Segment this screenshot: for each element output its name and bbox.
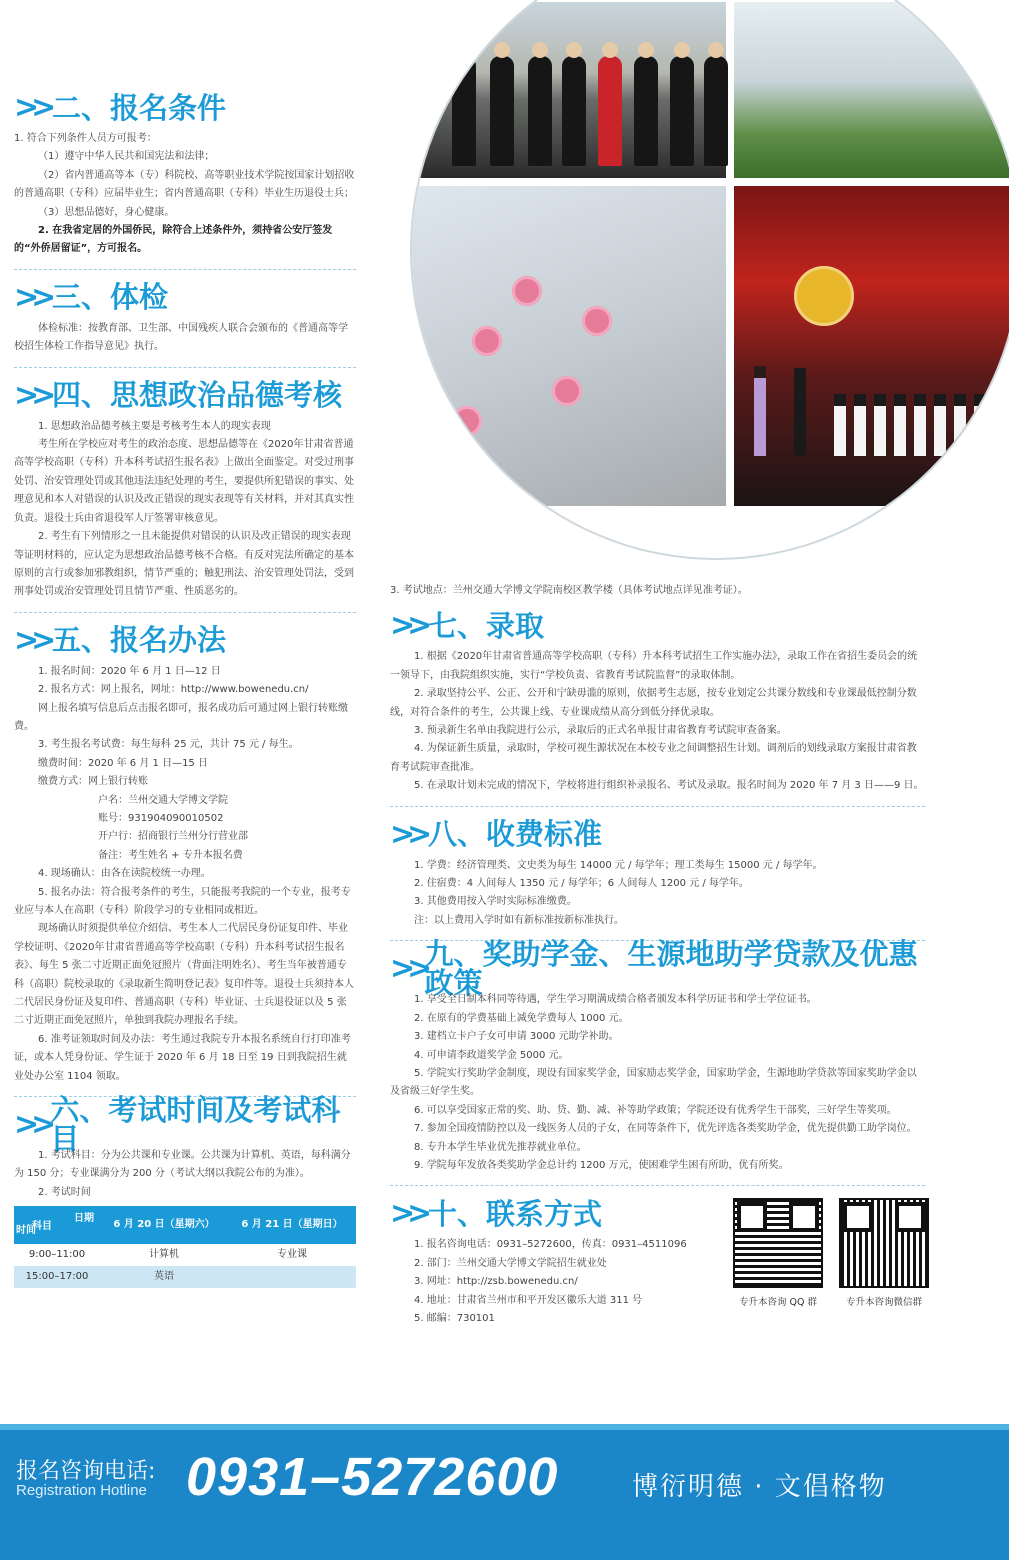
paragraph: 1. 考试科目：分为公共课和专业课。公共课为计算机、英语，每科满分为 150 分；专业课满分为 200 分（考试大纲以我院公布的为准）。 bbox=[14, 1150, 351, 1180]
section-heading: 三、体检 bbox=[52, 280, 169, 315]
paragraph: 4. 现场确认：由各在读院校统一办理。 bbox=[38, 868, 211, 880]
paragraph: 3. 考生报名考试费：每生每科 25 元，共计 75 元 / 每生。 bbox=[38, 739, 299, 751]
double-chevron-right-icon: >> bbox=[390, 951, 425, 987]
paragraph: 2. 在原有的学费基础上减免学费每人 1000 元。 bbox=[414, 1012, 629, 1024]
paragraph: 1. 报名时间：2020 年 6 月 1 日—12 日 bbox=[38, 665, 221, 677]
section-body bbox=[14, 318, 356, 363]
graduate-figure bbox=[598, 56, 622, 166]
wechat-qr-caption: 专升本咨询微信群 bbox=[845, 1297, 922, 1309]
exam-location-text: 3. 考试地点：兰州交通大学博文学院南校区教学楼（具体考试地点详见准考证）。 bbox=[390, 585, 748, 596]
graduate-figure bbox=[634, 56, 658, 166]
contact-section bbox=[390, 1194, 925, 1334]
table-cell: 计算机 bbox=[149, 1249, 179, 1261]
paragraph: （1）遵守中华人民共和国宪法和法律； bbox=[38, 151, 215, 163]
hotline-number: 0931–5272600 bbox=[186, 1447, 559, 1507]
footer-banner bbox=[0, 1424, 1009, 1560]
section bbox=[14, 1093, 356, 1294]
double-chevron-right-icon: >> bbox=[14, 279, 49, 315]
paragraph: 4. 为保证新生质量，录取时，学校可视生源状况在本校专业之间调整招生计划。调剂后的划线录取方案报甘肃省教育考试院审查批准。 bbox=[390, 743, 917, 773]
qr-code-icon bbox=[733, 1198, 823, 1288]
section-title bbox=[14, 278, 356, 318]
performer-figure bbox=[934, 394, 946, 456]
section-heading: 八、收费标准 bbox=[428, 817, 603, 852]
section-body bbox=[390, 646, 925, 801]
performer-figure bbox=[874, 394, 886, 456]
paragraph: 7. 参加全国疫情防控以及一线医务人员的子女，在同等条件下，优先评选各类奖助学金，优先提供勤工助学岗位。 bbox=[414, 1123, 917, 1135]
section-divider bbox=[390, 1185, 925, 1186]
double-chevron-right-icon: >> bbox=[390, 816, 425, 852]
paragraph: 现场确认时须提供单位介绍信、考生本人二代居民身份证复印件、毕业学校证明、《2020年甘肃省普通高等学校高职（专科）升本科考试招生报名表》、每生 5 张二寸近期正面免冠照片（背面注明姓名）、考生当年被普通专科（高职）院校录取的《录取新生简明登记表》复印件等。退役士兵须持本人二代居民身份证及复印件、普通高职（专科）毕业证、士兵退役证以及 5 张二寸近期正面免冠照片，单独到我院办理报名手续。 bbox=[14, 923, 354, 1027]
double-chevron-right-icon: >> bbox=[390, 1196, 425, 1232]
paragraph: 2. 录取坚持公平、公正、公开和宁缺毋滥的原则，依据考生志愿，按专业划定公共课分数线和专业课最低控制分数线，对符合条件的考生，公共课上线、专业课成绩从高分到低分择优录取。 bbox=[390, 688, 917, 718]
exam-location bbox=[390, 582, 925, 606]
paragraph: 2. 考试时间 bbox=[38, 1186, 91, 1198]
paragraph: 6. 准考证领取时间及办法：考生通过我院专升本报名系统自行打印准考证，或本人凭身份证、学生证于 2020 年 6 月 18 日至 19 日到我院招生就业处办公室 1104 领取。 bbox=[14, 1033, 351, 1082]
wechat-qr bbox=[839, 1198, 929, 1308]
section-title bbox=[14, 1093, 356, 1157]
section-divider bbox=[14, 367, 356, 368]
table-cell: 专业课 bbox=[277, 1249, 307, 1261]
table-corner-cell bbox=[14, 1206, 100, 1244]
section-heading: 七、录取 bbox=[428, 608, 545, 643]
header-date-label: 日期 bbox=[74, 1213, 94, 1225]
campus-building-photo bbox=[734, 2, 1009, 178]
performer-figure bbox=[754, 366, 766, 456]
table-header-day2: 6 月 21 日（星期日） bbox=[228, 1206, 356, 1244]
section-title bbox=[14, 621, 356, 661]
contact-title: 十、联系方式 bbox=[428, 1196, 603, 1231]
paragraph: 9. 学院每年发放各类奖助学金总计约 1200 万元，使困难学生困有所助，优有所奖。 bbox=[414, 1159, 789, 1171]
paragraph: 体检标准：按教育部、卫生部、中国残疾人联合会颁布的《普通高等学校招生体检工作指导意见》执行。 bbox=[14, 322, 348, 353]
paragraph: 1. 思想政治品德考核主要是考核考生本人的现实表现 bbox=[38, 420, 271, 432]
section-body bbox=[14, 416, 356, 608]
paragraph: 3. 建档立卡户子女可申请 3000 元助学补助。 bbox=[414, 1031, 619, 1043]
section bbox=[390, 937, 925, 1186]
contact-line: 2. 部门：兰州交通大学博文学院招生就业处 bbox=[414, 1257, 607, 1269]
footer-strip bbox=[0, 1424, 1009, 1430]
paragraph: 开户行：招商银行兰州分行营业部 bbox=[98, 831, 248, 843]
table-cell-time: 15:00–17:00 bbox=[14, 1266, 100, 1288]
right-sections bbox=[390, 606, 925, 1186]
double-chevron-right-icon: >> bbox=[14, 90, 49, 125]
graduate-figure bbox=[528, 56, 552, 166]
section-heading: 四、思想政治品德考核 bbox=[52, 378, 343, 413]
performer-figure bbox=[854, 394, 866, 456]
right-column bbox=[390, 582, 925, 1334]
section bbox=[390, 606, 925, 806]
header-subject-label: 科目 bbox=[32, 1221, 52, 1233]
section-title bbox=[14, 88, 356, 128]
blossom bbox=[472, 326, 502, 356]
paragraph: 3. 其他费用按入学时实际标准缴费。 bbox=[414, 896, 577, 908]
blossom-building-photo bbox=[412, 186, 726, 506]
stage-performance-photo bbox=[734, 186, 1009, 506]
exam-schedule-table bbox=[14, 1206, 356, 1288]
table-cell-time: 9:00–11:00 bbox=[28, 1249, 86, 1261]
contact-line: 1. 报名咨询电话：0931–5272600，传真：0931–4511096 bbox=[414, 1239, 687, 1251]
paragraph: 2. 住宿费：4 人间每人 1350 元 / 每学年；6 人间每人 1200 元 / 每学年。 bbox=[414, 878, 749, 890]
section-heading: 九、奖助学金、生源地助学贷款及优惠政策 bbox=[424, 937, 918, 1001]
performer-figure bbox=[794, 368, 806, 456]
emblem-icon bbox=[794, 266, 854, 326]
section-title bbox=[14, 376, 356, 416]
section bbox=[14, 88, 356, 270]
blossom bbox=[512, 276, 542, 306]
paragraph: 3. 预录新生名单由我院进行公示，录取后的正式名单报甘肃省教育考试院审查备案。 bbox=[414, 725, 787, 737]
qq-qr bbox=[733, 1198, 823, 1308]
double-chevron-right-icon: >> bbox=[390, 608, 425, 644]
paragraph: 5. 报名办法：符合报考条件的考生，只能报考我院的一个专业，报考专业应与本人在高职（专科）阶段学习的专业相同或相近。 bbox=[14, 886, 351, 916]
section bbox=[14, 376, 356, 613]
school-motto: 博衍明德 · 文倡格物 bbox=[632, 1472, 887, 1502]
hotline-label: 报名咨询电话: bbox=[16, 1459, 156, 1484]
section-heading: 二、报名条件 bbox=[52, 90, 227, 125]
table-row bbox=[14, 1244, 356, 1266]
section-divider bbox=[14, 612, 356, 613]
performer-figure bbox=[974, 394, 986, 456]
double-chevron-right-icon: >> bbox=[14, 377, 49, 413]
contact-line[interactable]: 3. 网址：http://zsb.bowenedu.cn/ bbox=[414, 1276, 578, 1288]
graduate-figure bbox=[704, 56, 728, 166]
blossom bbox=[552, 376, 582, 406]
section-body bbox=[390, 855, 925, 937]
paragraph: 1. 学费：经济管理类、文史类为每生 14000 元 / 每学年；理工类每生 15000 元 / 每学年。 bbox=[414, 859, 823, 871]
section-title bbox=[390, 815, 925, 855]
paragraph: 2. 考生有下列情形之一且未能提供对错误的认识及改正错误的现实表现等证明材料的，应认定为思想政治品德考核不合格。有反对宪法所确定的基本原则的言行或参加邪教组织，情节严重的；触犯刑法、治安管理处罚法，受到刑事处罚或治安管理处罚且情节严重、性质恶劣的。 bbox=[14, 531, 354, 598]
graduates-photo bbox=[412, 2, 726, 178]
contact-line: 4. 地址：甘肃省兰州市和平开发区徽乐大道 311 号 bbox=[414, 1294, 643, 1306]
hotline-label-en: Registration Hotline bbox=[16, 1482, 147, 1499]
graduate-figure bbox=[670, 56, 694, 166]
paragraph: 2. 报名方式：网上报名，网址：http://www.bowenedu.cn/ bbox=[38, 684, 309, 696]
paragraph: 4. 可申请李政道奖学金 5000 元。 bbox=[414, 1049, 569, 1061]
double-chevron-right-icon: >> bbox=[14, 622, 49, 658]
graduate-figure bbox=[562, 56, 586, 166]
paragraph: 5. 学院实行奖助学金制度，现设有国家奖学金，国家励志奖学金，国家助学金，生源地助学贷款等国家奖助学金以及省级三好学生奖。 bbox=[390, 1067, 917, 1098]
paragraph: 1. 享受全日制本科同等待遇，学生学习期满成绩合格者颁发本科学历证书和学士学位证书。 bbox=[414, 994, 817, 1006]
performer-figure bbox=[914, 394, 926, 456]
paragraph: 8. 专升本学生毕业优先推荐就业单位。 bbox=[414, 1141, 587, 1153]
performer-figure bbox=[954, 394, 966, 456]
section bbox=[390, 815, 925, 942]
table-header-day1: 6 月 20 日（星期六） bbox=[100, 1206, 228, 1244]
paragraph: 缴费方式：网上银行转账 bbox=[38, 776, 148, 788]
section-body bbox=[14, 1145, 356, 1294]
paragraph: 1. 符合下列条件人员方可报考： bbox=[14, 133, 157, 144]
paragraph: 网上报名填写信息后点击报名即可，报名成功后可通过网上银行转账缴费。 bbox=[14, 702, 348, 732]
collage-circle-frame bbox=[410, 0, 1009, 560]
section-heading: 六、考试时间及考试科目 bbox=[50, 1093, 341, 1157]
graduate-figure bbox=[452, 56, 476, 166]
performer-figure bbox=[894, 394, 906, 456]
blossom bbox=[452, 406, 482, 436]
qq-qr-caption: 专升本咨询 QQ 群 bbox=[739, 1297, 817, 1309]
left-column bbox=[14, 88, 356, 1302]
paragraph: 6. 可以享受国家正常的奖、助、贷、勤、减、补等助学政策；学院还设有优秀学生干部奖，三好学生等奖项。 bbox=[414, 1104, 897, 1116]
paragraph: 户名：兰州交通大学博文学院 bbox=[98, 794, 228, 806]
blossom bbox=[582, 306, 612, 336]
section-divider bbox=[14, 269, 356, 270]
table-row bbox=[14, 1266, 356, 1288]
performer-figure bbox=[834, 394, 846, 456]
double-chevron-right-icon: >> bbox=[14, 1107, 49, 1143]
paragraph: 1. 根据《2020年甘肃省普通高等学校高职（专科）升本科考试招生工作实施办法》，录取工作在省招生委员会的统一领导下，由我院组织实施，实行“学校负责、省教育考试院监督”的录取体制。 bbox=[390, 651, 918, 681]
section-body bbox=[14, 128, 356, 265]
table-cell bbox=[228, 1266, 356, 1288]
contact-line: 5. 邮编：730101 bbox=[414, 1312, 495, 1324]
section-divider bbox=[390, 806, 925, 807]
paragraph: 考生所在学校应对考生的政治态度、思想品德等在《2020年甘肃省普通高等学校高职（专科）升本科考试招生报名表》上做出全面鉴定。对受过刑事处罚、治安管理处罚或其他违法违纪处理的考生，要提供所犯错误的事实、处理意见和本人对错误的认识及改正错误的现实表现等有关材料，并对其真实性负责。退役士兵由省退役军人厅签署审核意见。 bbox=[14, 439, 354, 524]
table-header-row bbox=[14, 1206, 356, 1244]
paragraph: 缴费时间：2020 年 6 月 1 日—15 日 bbox=[38, 757, 208, 769]
performer-figure bbox=[994, 394, 1006, 456]
photo-collage bbox=[402, 0, 1009, 565]
paragraph: 5. 在录取计划未完成的情况下，学校将进行组织补录报名、考试及录取。报名时间为 2020 年 7 月 3 日——9 日。 bbox=[414, 780, 924, 792]
paragraph: 注：以上费用入学时如有新标准按新标准执行。 bbox=[414, 914, 624, 926]
header-time-label: 时间 bbox=[16, 1224, 36, 1236]
section-heading: 五、报名办法 bbox=[52, 623, 227, 658]
section-title bbox=[390, 606, 925, 646]
paragraph: （3）思想品德好，身心健康。 bbox=[38, 206, 175, 218]
paragraph: （2）省内普通高等本（专）科院校、高等职业技术学院按国家计划招收的普通高职（专科）应届毕业生；省内普通高职（专科）毕业生历退役士兵； bbox=[14, 169, 355, 200]
section-body bbox=[390, 989, 925, 1181]
section bbox=[14, 278, 356, 368]
section bbox=[14, 621, 356, 1097]
qr-code-icon bbox=[839, 1198, 929, 1288]
paragraph: 账号：931904090010502 bbox=[98, 812, 224, 824]
paragraph: 2. 在我省定居的外国侨民，除符合上述条件外，须持省公安厅签发的“外侨居留证”，方可报名。 bbox=[14, 225, 333, 255]
graduate-figure bbox=[490, 56, 514, 166]
table-cell: 英语 bbox=[100, 1266, 228, 1288]
paragraph: 备注：考生姓名 + 专升本报名费 bbox=[98, 849, 243, 861]
section-body bbox=[14, 661, 356, 1092]
qr-codes bbox=[733, 1198, 929, 1308]
